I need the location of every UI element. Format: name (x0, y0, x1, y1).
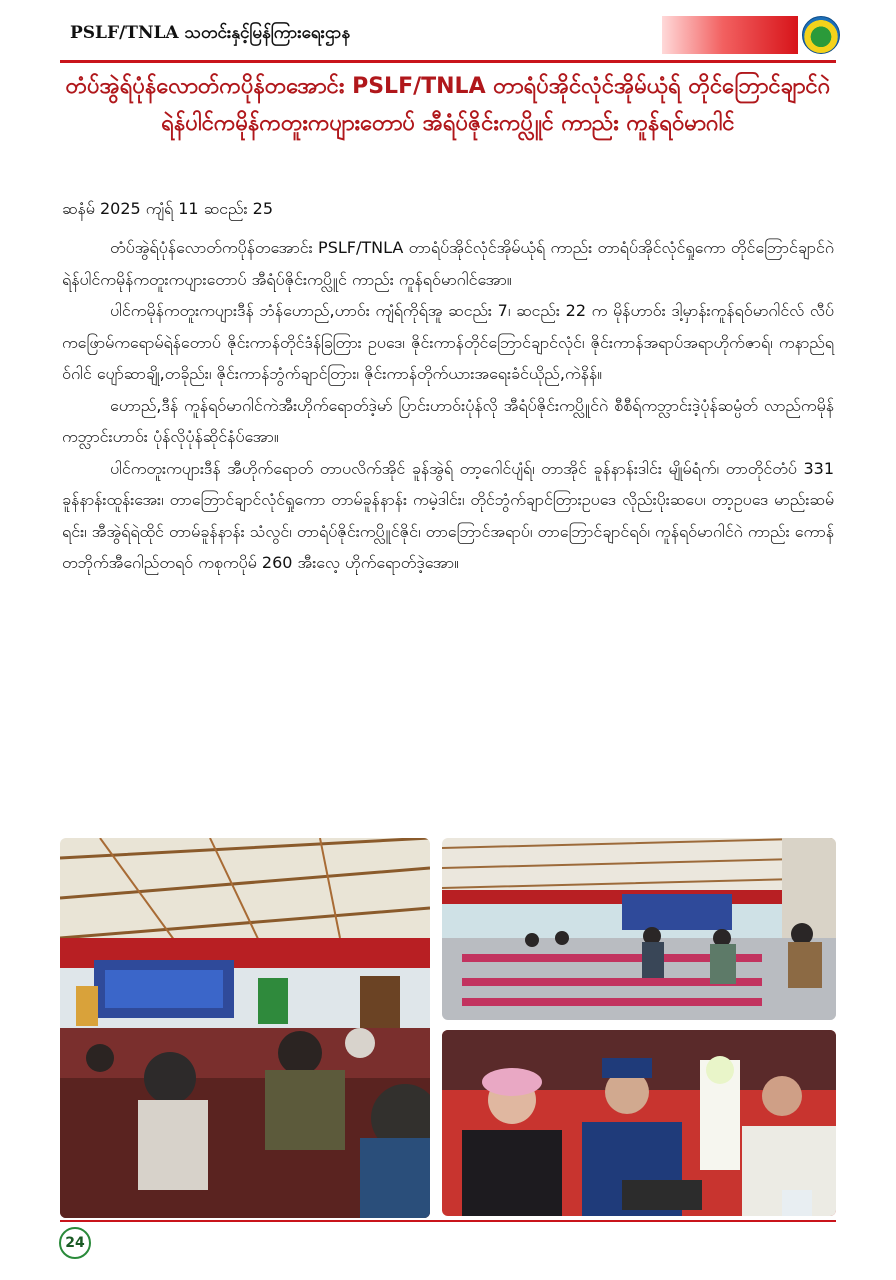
attendees-closeup-photo (442, 1030, 836, 1216)
article-paragraph: ဟောည်,ဒီန် ကူန်ရဝ်မာဂါင်ကဲအီးဟိုက်ရောတ်ဒဲ့မာ် ပြာင်းဟာဝ်းပုံန်လို အီရံပ်ဇိုင်းကပ္လိူင်ဂဲ စီစီရ်ကဘ္လာင်းဒဲ့ပုံန်ဆမ္ပံတ် လာည်ကမိုန်ကဘ္လာင်းဟာဝ်း ပုံန်လိုပုံန်ဆိုင်နံပ်အော။ (62, 395, 834, 446)
article-headline: တံပ်အွဲရ်ပုံန်လောတ်ကပိုန်တအောင်း PSLF/TNLA တာရံပ်အိုင်လုံင်အိုမ်ယုံရ် တိုင်ဘြောင်ချာင်ဂဲ ရဲန်ပါင်ကမိုန်ကတူးကပျားတောပ် အီရံပ်ဇိုင်းကပ္လိူင် ကာည်း ကူန်ရဝ်မာဂါင် (65, 74, 831, 136)
header-color-band (662, 16, 798, 54)
organization-logo-icon (802, 16, 840, 54)
hall-wide-view-photo (442, 838, 836, 1020)
header-divider (60, 60, 836, 63)
article-body (62, 232, 834, 579)
article-paragraph: ပါင်ကမိုန်ကတူးကပျားဒီန် ဘံန်ဟောည်,ဟာဝ်း ကျံရ်ကိုရ်အူ ဆငည်း 7၊ ဆငည်း 22 က မိုန်ဟာဝ်း ဒါ့မှာန်းကူန်ရဝ်မာဂါင်လ် လီပ်ကဖြောမ်ကရောမ်ရဲန်တောပ် ဇိုင်းကာန်တိုင်ဒံန်ခြတြား ဥပဒေ၊ ဇိုင်းကာန်တိုင်ဘြောင်ချာင်လုံင်၊ ဇိုင်းကာန်အရာပ်အရာဟိုက်ဇာရ်၊ ကနာည်ရဝ်ဂါင် ပျော်ဆာချို,တခိုည်း၊ ဇိုင်းကာန်ဘွံက်ချာင်တြား၊ ဇိုင်းကာန်တိုက်ယားအရေးခံင်ယိုည်,ကဲနိန်။ (62, 301, 835, 383)
publication-title: PSLF/TNLA သတင်းနှင့်မြန်ကြားရေးဌာန (70, 23, 351, 43)
article-paragraph: ပါင်ကတူးကပျားဒီန် အီဟိုက်ရောတ် တာပလိက်အိုင် ခူန်အွဲရ် တာ့ဂေါင်ပျံရ်၊ တာအိုင် ခူန်နာန်းဒါင်း မျိုမ်ရံက်၊ တာတိုင်တံပ် 331 ခူန်နာန်းထူန်းအေး၊ တာဘြောင်ချာင်လုံင်ရှုကော တာမ်ခူန်နာန်း ကမဲ့ဒါင်း၊ တိုင်ဘွံက်ချာင်တြားဥပဒေ လိုည်းပိုးဆပေ၊ တာ့ဥပဒေ မာည်းဆမ်ရင်း၊ အီအွဲရ်ရဲထိုင် တာမ်ခူန်နာန်း သံလွင်၊ တာရံပ်ဇိုင်းကပ္လိူင်ဇိုင်၊ တာဘြောင်အရာပ်၊ တာဘြောင်ချာင်ရဝ်၊ ကူန်ရဝ်မာဂါင်ဂဲ ကာည်း ကောန်တဘိုက်အီဂေါည်တရဝ် ကစုကပိုမ် 260 အီးလေ့ ဟိုက်ရောတ်ဒဲ့အော။ (62, 458, 834, 572)
article-date: ဆနံမ် 2025 ကျံရ် 11 ဆငည်း 25 (62, 199, 274, 218)
page-header (0, 0, 896, 62)
page-number: 24 (59, 1227, 91, 1259)
article-paragraph: တံပ်အွဲရ်ပုံန်လောတ်ကပိုန်တအောင်း PSLF/TNLA တာရံပ်အိုင်လုံင်အိုမ်ယုံရ် ကာည်း တာရံပ်အိုင်လုံင်ရှုကော တိုင်ဘြောင်ချာင်ဂဲ ရဲန်ပါင်ကမိုန်ကတူးကပျားတောပ် အီရံပ်ဇိုင်းကပ္လိူင် ကာည်း ကူန်ရဝ်မာဂါင်အော။ (62, 238, 834, 289)
meeting-hall-photo (60, 838, 430, 1218)
footer-divider (60, 1220, 836, 1222)
